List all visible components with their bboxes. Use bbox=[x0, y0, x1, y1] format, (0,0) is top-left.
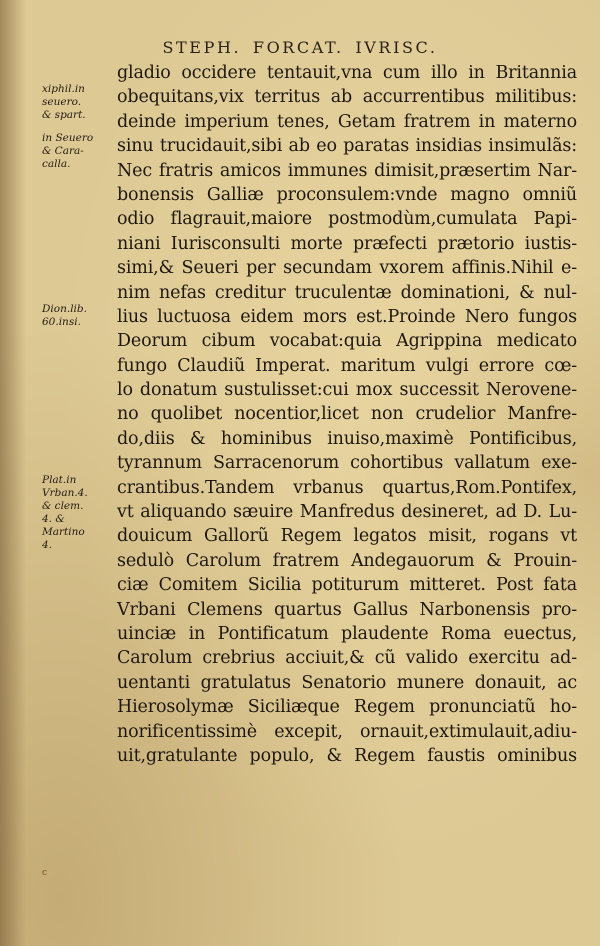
text-line: ciæ Comitem Sicilia potiturum mitteret. Post fata bbox=[117, 575, 577, 596]
margin-note: xiphil.in seuero. & spart. bbox=[42, 83, 86, 122]
text-line: obequitans,vix territus ab accurrentibus militibus: bbox=[117, 87, 577, 108]
text-line: uentanti gratulatus Senatorio munere donauit, ac bbox=[117, 672, 577, 693]
margin-note: Plat.in Vrban.4. & clem. 4. & Martino 4. bbox=[42, 473, 88, 551]
text-line: Hierosolymæ Siciliæque Regem pronunciatũ ho- bbox=[117, 697, 577, 718]
text-line: nim nefas creditur truculentæ dominationi, & nul- bbox=[117, 282, 577, 303]
signature-mark: c bbox=[42, 868, 48, 878]
text-line: deinde imperium tenes, Getam fratrem in materno bbox=[117, 111, 577, 132]
text-line: tyrannum Sarracenorum cohortibus vallatum exe- bbox=[117, 453, 577, 474]
running-head: STEPH. FORCAT. IVRISC. bbox=[162, 38, 438, 57]
text-line: norificentissimè excepit, ornauit,extimulauit,adiu- bbox=[117, 721, 577, 742]
text-line: Vrbani Clemens quartus Gallus Narbonensis pro- bbox=[117, 599, 577, 620]
main-text-block bbox=[117, 61, 577, 768]
text-line: odio flagrauit,maiore postmodùm,cumulata Papi- bbox=[117, 209, 577, 230]
text-line: do,diis & hominibus inuiso,maximè Pontificibus, bbox=[117, 428, 577, 449]
margin-note: Dion.lib. 60.insi. bbox=[42, 303, 87, 328]
text-line: uit,gratulante populo, & Regem faustis ominibus bbox=[117, 745, 577, 766]
text-line: vt aliquando sæuire Manfredus desineret, ad D. Lu- bbox=[117, 502, 577, 523]
text-line: Carolum crebrius acciuit,& cũ valido exercitu ad- bbox=[117, 648, 577, 669]
text-line: gladio occidere tentauit,vna cum illo in Britannia bbox=[117, 63, 577, 83]
text-line: lo donatum sustulisset:cui mox successit Nerovene- bbox=[117, 380, 577, 401]
text-line: no quolibet nocentior,licet non crudelior Manfre- bbox=[117, 404, 577, 425]
text-line: douicum Gallorũ Regem legatos misit, rogans vt bbox=[117, 526, 577, 547]
binding-shadow bbox=[0, 0, 26, 946]
text-line: fungo Claudiũ Imperat. maritum vulgi errore cœ- bbox=[117, 355, 577, 376]
text-line: Deorum cibum vocabat:quia Agrippina medicato bbox=[117, 331, 577, 352]
text-line: niani Iurisconsulti morte præfecti prætorio iustis- bbox=[117, 233, 577, 254]
text-line: lius luctuosa eidem mors est.Proinde Nero fungos bbox=[117, 306, 577, 327]
text-line: bonensis Galliæ proconsulem:vnde magno omniũ bbox=[117, 184, 577, 205]
text-line: sedulò Carolum fratrem Andegauorum & Prouin- bbox=[117, 550, 577, 571]
text-line: sinu trucidauit,sibi ab eo paratas insidias insimulãs: bbox=[117, 136, 577, 157]
text-line: Nec fratris amicos immunes dimisit,præsertim Nar- bbox=[117, 160, 577, 181]
text-line: crantibus.Tandem vrbanus quartus,Rom.Pontifex, bbox=[117, 477, 577, 498]
text-line: uinciæ in Pontificatum plaudente Roma euectus, bbox=[117, 623, 577, 644]
text-line: simi,& Seueri per secundam vxorem affinis.Nihil e- bbox=[117, 258, 577, 279]
margin-note: in Seuero & Cara- calla. bbox=[42, 132, 94, 171]
